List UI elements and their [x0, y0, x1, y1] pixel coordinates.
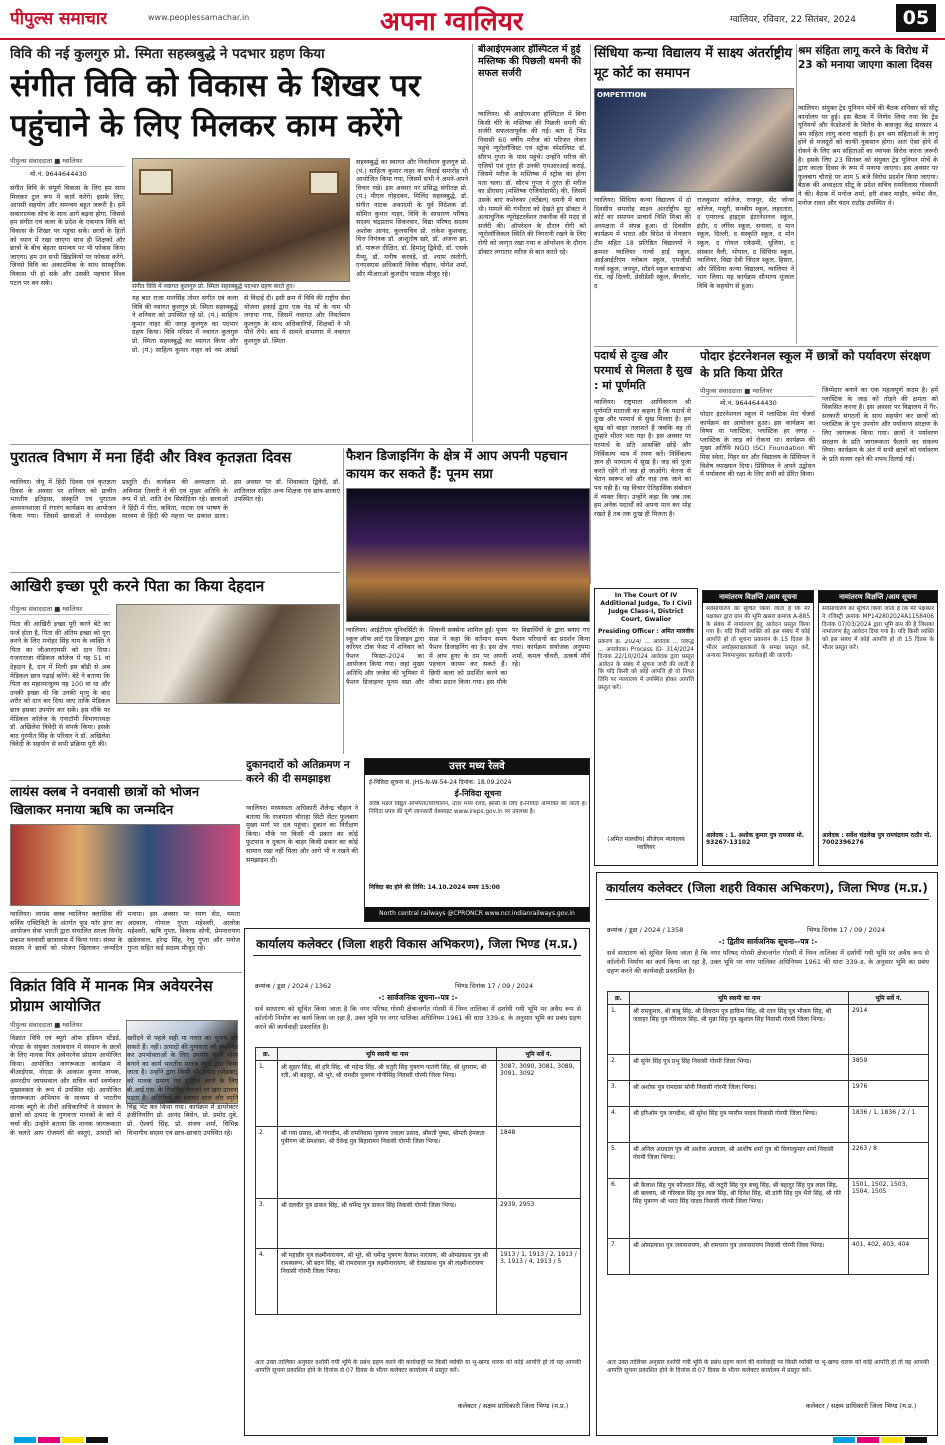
- registration-mark-yellow: [881, 1437, 903, 1443]
- hindi-diwas-headline: पुरातत्व विभाग में मना हिंदी और विश्व कृतज्ञता दिवस: [10, 450, 292, 466]
- notice-a-col-sn: क्र.: [256, 1048, 278, 1061]
- notice-a-date: भिण्ड दिनांक 17 / 09 / 2024: [455, 982, 534, 990]
- shram-story: [798, 44, 938, 344]
- notice-a-cell: श्री गया प्रसाद, श्री गंगादीन, श्री रामनिवास पुत्रगण ज्वाला प्रसाद, श्रीमती पुष्पा, श्रीमती हेमलता पुत्रीगण श्री प्रेमशंकर, श्री देवेन्द्र पुत्र बिहारामन निवासी गोरमी जिला भिण्ड।: [278, 1127, 497, 1199]
- notice-b-table-wrap: [607, 991, 929, 1355]
- court-title: In The Court Of IV Additional Judge, To I Civil Judge Class-I, District Court, Gwalior: [600, 592, 692, 623]
- notice-a-col-survey: भूमि सर्वे नं.: [497, 1048, 581, 1061]
- vikrant-story: [10, 976, 238, 1436]
- fashion-photo: [346, 488, 590, 622]
- notice-b-cell: 3.: [608, 1081, 630, 1107]
- masthead: [0, 0, 945, 40]
- hospital-headline: बीआईएमआर हॉस्पिटल में हुई मस्तिष्क की पिछली धमनी की सफल सर्जरी: [478, 44, 582, 79]
- notice-b-cell: 1.: [608, 1005, 630, 1055]
- notice-a-sign: कलेक्टर / सक्षम प्राधिकारी जिला भिण्ड (म.प्र.): [457, 1402, 569, 1410]
- lions-photo: [10, 824, 240, 906]
- column-divider: [472, 44, 473, 442]
- name-change-header-1: नामांतरण विज्ञप्ति /आम सूचना: [703, 591, 813, 603]
- table-row: [256, 1249, 581, 1315]
- purnmati-body: ग्वालियर। राष्ट्रमाता आर्यिकारत्न श्री पूर्णमति माताजी का कहना है कि पदार्थ से दुःख और परमार्थ से सुख मिलता है। हम सुख को बाहर तलाशते हैं जबकि वह तो तुम्हारे भीतर भरा पड़ा है। इस अवसर पर परमार्थ के प्रति आसक्ति छोड़ें और निर्विकल्प भाव में रमण करें। निर्विकल्प ज्ञान ही परमात्म में सुख है। जड़ को पूजा करते रहेंगे तो जड़ हो जाओगे। चेतना से चेतन स्वरूप को और नाहं तक जाने का पथ यही है। यह विचार ऐतिहासिक संबोधन में व्यक्त किए। उन्होंने कहा कि जब तक हम अनेक पदार्थों को अपना मान कर मोह रखते हैं तब तक दुःख ही मिलता है।: [594, 398, 691, 518]
- notice-a-subtitle: -: सार्वजनिक सूचना--पत्र :-: [378, 993, 458, 1002]
- registration-mark-cyan: [14, 1437, 36, 1443]
- notice-b-date: भिण्ड दिनांक 17 / 09 / 2024: [807, 926, 886, 934]
- notice-a-table: [255, 1047, 581, 1315]
- photo-frame-right: [309, 171, 339, 195]
- fashion-body: ग्वालियर। आईटीएम यूनिवर्सिटी के स्कूल ऑफ आर्ट एंड डिजाइन द्वारा करियर टॉक फेस्ट में शनिवार को फैशन फिस्टा-2024 का आयोजन किया गया। जहां मुख्य अतिथि और जजेस की भूमिका में फैशन डिजाइनर पूनम सप्रा और शिवानी सक्सेना शामिल हुईं। पूनम सप्रा ने कहा कि वर्तमान समय फैशन डिजाइनिंग का है। इस क्षेत्र में आप हुनर के दम पर अपनी पहचान कायम कर सकते हैं। छिपी कला को प्रदर्शित करने का मौका प्रदान किया गया। इस मौके पर विद्यार्थियों के द्वारा बनाए गए फैशन परिधानों का प्रदर्शन किया गया। कार्यक्रम संयोजक अनुपमा शर्मा, कमल चौधरी, उत्कर्ष मौर्य रहे।: [346, 626, 590, 686]
- hospital-story: [478, 44, 586, 442]
- hindi-diwas-story: [10, 448, 340, 568]
- brand-logo: पीपुल्स समाचार: [10, 9, 108, 29]
- hindi-diwas-body: ग्वालियर। जेयू में हिंदी दिवस एवं कृतज्ञता दिवस के अवसर पर शनिवार को प्राचीन भारतीय इतिहास, संस्कृति एवं पुरातत्व अध्ययनशाला में रंगारंग कार्यक्रम का आयोजन किया गया। जिसमें छात्राओं ने मनमोहक प्रस्तुति दी। कार्यक्रम की अध्यक्षता प्रो. अविनाश तिवारी ने की एवं मुख्य अतिथि के रूप में प्रो. शांति देव सिसोदिया रहे। छात्राओं ने हिंदी में गीत, कविता, नाटक एवं भाषण के माध्यम से हिंदी की महत्ता पर प्रकाश डाला। इस अवसर पर डॉ. शिवाकांत द्विवेदी, डॉ. शांतिलाल सहित अन्य शिक्षक एवं छात्र-छात्राएं उपस्थित रहे।: [10, 478, 340, 521]
- lead-body-col2: यह बात राजा मानसिंह तोमर संगीत एवं कला विवि की नवागत कुलगुरु प्रो. स्मिता सहस्त्रबुद्धे ने शनिवार को उपस्थित रहे प्रो. (पं.) साहित्य कुमार नाहर की जगह कुलगुरु का पदभार ग्रहण किया। विवि परिसर में नवागत कुलगुरु प्रो. स्मिता सहस्त्रबुद्धे का स्वागत किया और प्रो. (पं.) साहित्य कुमार नाहर को नम आंखों से विदाई दी। इसी क्रम में विवि की राष्ट्रीय सेवा योजना इकाई द्वारा एक पेड़ माँ के नाम भी लगाया गया, जिसमें नवागत और निवर्तमान कुलगुरु के साथ अधिकारियों, शिक्षकों ने भी पौधे रोपे। बाद में सामने सभागार में नवागत कुलगुरु प्रो. स्मिता: [132, 294, 350, 354]
- table-row: [608, 1143, 929, 1179]
- notice-b-intro: सर्व साधारण को सूचित किया जाता है कि नगर परिषद गोरमी क्षेत्रान्तर्गत गोरमी में निम्न तालिका में दर्शायी गयी भूमि पर अवैध रूप से कॉलोनी निर्माण का कार्य किया जा रहा है, उक्त भूमि पर नगर पालिका अधिनियम 1961 की धारा 339-ड. के अनुसार भूमि का प्रबंध ग्रहण करने की कार्यवाही प्रस्तावित है।: [607, 949, 929, 975]
- collector-notice-a: [244, 928, 590, 1436]
- column-divider: [590, 44, 591, 584]
- notice-b-cell: 5.: [608, 1143, 630, 1179]
- railway-tender-no: ई-निविदा सूचना सं. JHS-N-W-54-24 दिनांक: 18.09.2024: [369, 779, 512, 786]
- name-change-sign-2: आवेदक : सर्वेश चंद्रलेख पुत्र रामचंद्रराम राठौर मो. 7002396276: [822, 832, 932, 846]
- table-row: [608, 1081, 929, 1107]
- scindia-headline: सिंधिया कन्या विद्यालय में साक्ष्य अंतर्राष्ट्रीय मूट कोर्ट का समापन: [594, 46, 793, 81]
- lead-body-col3: सहस्त्रबुद्धे का स्वागत और निवर्तमान कुलगुरु प्रो. (पं.) साहित्य कुमार नाहर का विदाई समारोह भी आयोजित किया गया, जिसमें सभी ने अपने-अपने विचार रखे। इस अवसर पर प्रसिद्ध संगीतज्ञ प्रो. (पं.) पीएल गोहदकर, मिलिंद सहस्त्रबुद्धे, डॉ. संगीत नाटक अकादमी के पूर्व निदेशक डॉ. सोमित कुमार नाहर, विवि के साधारण परिषद सदस्य चंद्रप्रताप सिकरवार, विद्या परिषद सदस्य अशोक आनंद, कुलसचिव प्रो. राकेश कुशवाह, वित्त नियंत्रक डॉ. आशुतोष खरे, डॉ. अंजना झा, डॉ. पारूल दीक्षित, डॉ. हिमांशु द्विवेदी, डॉ. एसके मैथ्यू, डॉ. मनीष करवड़े, डॉ. श्याम रस्तोगी, एनएसएस अधिकारी विवेक चौहान, योगेश शर्मा, और मीआरओ कुलदीप पाठक मौजूद रहे।: [356, 158, 468, 278]
- shram-headline: श्रम संहिता लागू करने के विरोध में 23 को मनाया जाएगा काला दिवस: [798, 45, 933, 71]
- notice-b-cell: 2.: [608, 1055, 630, 1081]
- notice-b-cell: श्री कैलाश सिंह पुत्र फौजदार सिंह, श्री लटूरी सिंह पुत्र बच्चू सिंह, श्री बहादुर सिंह पुत्र लाल सिंह, श्री बल्लाम, श्री गोरेलाल सिंह पुत्र लाल सिंह, श्री दिनेश सिंह, श्री डांगी सिंह पुत्र भैरो सिंह, श्री गोरे सिंह पुत्रगण श्री भरत सिंह यादव निवासी गोरमी जिला भिण्ड।: [630, 1179, 849, 1239]
- column-divider: [796, 44, 797, 344]
- notice-b-cell: 1976: [849, 1081, 929, 1107]
- notice-b-cell: श्री अशोक पुत्र रामदास सोनी निवासी गोरमी जिला भिण्ड।: [630, 1081, 849, 1107]
- name-change-header-2: नामांतरण विज्ञप्ति /आम सूचना: [819, 591, 937, 603]
- notice-b-ref: क्रमांक / डूडा / 2024 / 1358: [607, 926, 684, 934]
- court-notice: [594, 588, 698, 866]
- section-title: अपना ग्वालियर: [380, 7, 524, 37]
- notice-b-sign: कलेक्टर / सक्षम प्राधिकारी जिला भिण्ड (म.प्र.): [805, 1402, 917, 1410]
- notice-a-title: कार्यालय कलेक्टर (जिला शहरी विकास अभिकरण), जिला भिण्ड (म.प्र.): [253, 935, 581, 956]
- table-row: [256, 1127, 581, 1199]
- notice-b-cell: श्री ओमप्रकाश पुत्र जयनारायण, श्री रामचरन पुत्र जयनारायण निवासी गोरमी जिला भिण्ड।: [630, 1239, 849, 1275]
- notice-b-title: कार्यालय कलेक्टर (जिला शहरी विकास अभिकरण), जिला भिण्ड (म.प्र.): [605, 879, 929, 900]
- hospital-body: ग्वालियर। श्री आईएमआर हॉस्पिटल में बिना किसी चीरे के मस्तिष्क की पिछली धमनी की सर्जरी सफलतापूर्वक की गई। बता दें भिंड निवासी 60 वर्षीय मरीज को परिजन लेकर पहुंचे न्यूरोलॉजिस्ट एवं स्ट्रोक स्पेशलिस्ट डॉ. सौरभ गुप्ता के पास पहुंचे। उन्होंने मरीज की एंजियो एवं तुरंत ही उनकी एमआरआई कराई, जिसमें मरीज के मस्तिष्क में स्ट्रोक का होना पता चला। डॉ. सौरभ गुप्ता ने तुरंत ही मरीज का डीएसए (मस्तिष्क एंजियोग्राफी) की, जिसमें उसके बाएं कशेरुका (वर्टेब्रल) धमनी में बाधा थी। मामले की गंभीरता को देखते हुए डॉक्टर ने अत्याधुनिक न्यूरोइंटरवेंशन तकनीक की मदद से सर्जरी की। ऑपरेशन के दौरान रोगी को न्यूरोलॉजिकल स्थिति की निगरानी रखने के लिए रोगी को जागृत रखा गया व ऑपरेशन के दौरान डॉक्टर लगातार मरीज से बात करते रहे।: [478, 110, 586, 256]
- fashion-story: [346, 448, 590, 754]
- notice-b-col-sn: क्र.: [608, 992, 630, 1005]
- lead-photo-caption: संगीत विवि में नवागत कुलगुरु प्रो. स्मिता सहस्त्रबुद्धे पदभार ग्रहण करते हुए।: [132, 282, 350, 291]
- notice-a-cell: 3.: [256, 1199, 278, 1249]
- lions-headline: लायंस क्लब ने वनवासी छात्रों को भोजन खिलाकर मनाया ऋषि का जन्मदिन: [10, 785, 200, 818]
- notice-b-cell: श्री रामकुमार, श्री बाबू सिंह, श्री शिवराम पुत्र हाकिम सिंह, श्री रतन सिंह पुत्र भीकम सिंह, श्री जवाहर सिंह पुत्र गौरेलाल सिंह, श्री मुन्ना सिंह पुत्र खुशाल सिंह निवासी गोरमी जिला भिण्ड।: [630, 1005, 849, 1055]
- notice-b-col-survey: भूमि सर्वे नं.: [849, 992, 929, 1005]
- notice-b-cell: 4.: [608, 1107, 630, 1143]
- notice-a-cell: 2.: [256, 1127, 278, 1199]
- vikrant-byline: पीपुल्स संवाददाता ■ ग्वालियर: [10, 1020, 120, 1031]
- scindia-story: [594, 44, 794, 344]
- table-row: [608, 1005, 929, 1055]
- table-row: [608, 1107, 929, 1143]
- notice-a-cell: 1.: [256, 1061, 278, 1127]
- row-divider: [594, 346, 938, 347]
- lions-story: [10, 784, 240, 970]
- notice-b-cell: 3859: [849, 1055, 929, 1081]
- table-row: [256, 1199, 581, 1249]
- registration-mark-yellow: [62, 1437, 84, 1443]
- registration-mark-black: [905, 1437, 927, 1443]
- lead-byline: पीपुल्स संवाददाता ■ ग्वालियर: [10, 156, 125, 167]
- notice-b-cell: 6.: [608, 1179, 630, 1239]
- podar-mobile: मो.नं. 9644644430: [720, 399, 777, 407]
- dehdaan-story: [10, 576, 340, 778]
- notice-b-table: [607, 991, 929, 1275]
- table-row: [608, 1055, 929, 1081]
- dateline: ग्वालियर, रविवार, 22 सितंबर, 2024: [730, 15, 856, 25]
- name-change-body-1: सर्वसाधारण को सूचित किया जाता है कि मेरे पक्षकार द्वारा ग्राम की भूमि खसरा क्रमांक A-885 के संबंध में नामांतरण हेतु आवेदन प्रस्तुत किया गया है। यदि किसी व्यक्ति को इस संबंध में कोई आपत्ति हो तो सूचना प्रकाशन के 15 दिवस के भीतर अधोहस्ताक्षरकर्ता के समक्ष प्रस्तुत करें, अन्यथा नियमानुसार कार्यवाही की जाएगी।: [706, 606, 810, 659]
- podar-body-col1: पोदार इंटरनेशनल स्कूल में प्लास्टिक मेरा चेंजर्स कार्यक्रम का आयोजन हुआ। इस कार्यक्रम का विषय था प्लास्टिक, प्लास्टिक हर जगह - प्लास्टिक के जाड़ को रोकना था। कार्यक्रम की मुख्य अतिथि NGO ISCI Foundation की मिस स्वेता, मिहर सर और विद्यालय के प्रिंसिपल ने विशेष व्याख्यान दिया। प्रिंसिपल ने अपने उद्बोधन में पर्यावरण की रक्षा के लिए सभी को प्रेरित किया।: [700, 410, 815, 479]
- notice-a-cell: श्री दलवीर पुत्र डाकन सिंह, श्री धर्मेन्द्र पुत्र डाकन सिंह निवासी गोरमी जिला भिण्ड।: [278, 1199, 497, 1249]
- notice-b-cell: श्री सुनेर सिंह पुत्र प्रभु सिंह निवासी गोरमी जिला भिण्ड।: [630, 1055, 849, 1081]
- notice-a-table-wrap: [255, 1047, 581, 1355]
- notice-a-cell: श्री सुहार सिंह, श्री हरि सिंह, श्री महेन्द्र सिंह, श्री चतुरी सिंह पुत्रगण पातंगी सिंह, श्री धुराराम, श्री रती, श्री बहादुर, श्री भूरे, श्री रामवीर पुत्रगण गोपीसिंह निवासी गोरमी जिला भिण्ड।: [278, 1061, 497, 1127]
- notice-b-cell: श्री हरिओम पुत्र जगदीश, श्री सुरेश सिंह पुत्र प्यारीन यादव निवासी गोरमी जिला भिण्ड।: [630, 1107, 849, 1143]
- vikrant-headline: विक्रांत विवि में मानक मित्र अवेयरनेस प्रोग्राम आयोजित: [10, 977, 213, 1015]
- notice-a-cell: 2939, 2953: [497, 1199, 581, 1249]
- notice-a-cell: 1848: [497, 1127, 581, 1199]
- purnmati-headline: पदार्थ से दुःख और परमार्थ से मिलता है सुख : मां पूर्णमति: [594, 349, 693, 392]
- scindia-body-col2: राजकुमार कॉलेज, राजपुर, सेंट जोन्स कॉलेज, मसूरी, सनबीम स्कूल, लहरतारा, द एमराल्ड हाइट्स इंटरनेशनल स्कूल, इंदौर, द लॉरेंस स्कूल, सनावर, द मान स्कूल, दिल्ली, द संस्कृति स्कूल, द मोन स्कूल, द गोयल एकेडमी, धूलिया, द संस्कार वैली, भोपाल, द सिंधिया स्कूल, ग्वालियर, विद्या देवी जिंदल स्कूल, हिसार, और सिंधिया कन्या विद्यालय, ग्वालियर ने भाग लिया। यह कार्यक्रम सौभाग्य मूंजाल विवि के सहयोग से हुआ।: [697, 196, 794, 290]
- name-change-sign-1: आवेदक : 1. अशोक कुमार पुत्र रामजस मो. 93267-13102: [706, 832, 805, 846]
- photo-frame-left: [139, 169, 173, 195]
- registration-mark-magenta: [857, 1437, 879, 1443]
- railway-body: वरिष्ठ मंडल विद्युत अभियंता/परिचालन, उत्तर मध्य रेलवे, झांसी के लिए ई-निविदा आमंत्रित की जाती है। निविदा प्रपत्र की पूर्ण जानकारी वेबसाइट www.ireps.gov.in पर उपलब्ध है।: [369, 801, 587, 815]
- page-number: 05: [896, 4, 936, 32]
- registration-mark-black: [86, 1437, 108, 1443]
- dehdaan-photo: [116, 604, 340, 704]
- lead-mobile: मो.नं. 9644644430: [30, 170, 87, 178]
- shops-headline: दुकानदारों को अतिक्रमण न करने की दी समझाइश: [246, 759, 350, 785]
- notice-a-intro: सर्व साधारण को सूचित किया जाता है कि नगर परिषद गोरमी क्षेत्रान्तर्गत गोरमी में निम्न तालिका में दर्शायी गयी भूमि पर अवैध रूप से कॉलोनी निर्माण का कार्य किया जा रहा है, उक्त भूमि पर नगर पालिका अधिनियम 1961 की धारा 339-ड. के अनुसार भूमि का प्रबंध ग्रहण करने की कार्यवाही प्रस्तावित है।: [255, 1005, 581, 1031]
- notice-b-cell: 401, 402, 403, 404: [849, 1239, 929, 1275]
- collector-notice-b: [596, 872, 938, 1436]
- podar-story: [700, 348, 938, 586]
- court-officer: Presiding Officer : अमित मालवीय: [598, 628, 694, 635]
- dehdaan-byline: पीपुल्स संवाददाता ■ ग्वालियर: [10, 604, 110, 615]
- row-divider: [10, 444, 590, 445]
- podar-byline: पीपुल्स संवाददाता ■ ग्वालियर: [700, 386, 815, 397]
- shops-body: ग्वालियर। मध्यस्थता अधिकारी शैलेन्द्र चौहान ने बताया कि राजमाता चौराहा सिटी सेंटर फूलबाग मुख्य मार्ग पर दल पहुंचा। दुकान का निरीक्षण किया। मौके पर किसी भी प्रकार का कोई फुटपाथ व दुकान के बाहर किसी प्रकार का कोई सामान रखा नहीं मिला और आगे भी न रखने की समझाइश दी।: [246, 804, 358, 864]
- notice-b-subtitle: -: द्वितीय सार्वजनिक सूचना--पत्र :-: [718, 937, 818, 946]
- notice-a-cell: श्री महावीर पुत्र लक्ष्मीनारायण, श्री भूरे, श्री धर्मेन्द्र पुत्रगण कैलाश नारायण, श्री ओमप्रकाश पुत्र श्री रामस्वरूप, श्री बदन सिंह, श्री रामदयाल पुत्र लक्ष्मीनारायण, श्री देवप्रकाश पुत्र श्री लक्ष्मीनारायण निवासी गोरमी जिला भिण्ड।: [278, 1249, 497, 1315]
- row-divider: [10, 972, 242, 973]
- table-row: [608, 1239, 929, 1275]
- railway-tender: [364, 758, 590, 922]
- name-change-notice-2: [818, 590, 938, 866]
- lead-body-col1: संगीत विवि के संपूर्ण विकास के लिए हम साथ मिलकर टुल रूप में कार्य करेंगे। इसके लिए, आपसी सहयोग और समन्वय बहुत जरूरी है। हमें सकारात्मक सोच के साथ आगे बढ़ना होगा, जिससे हम संगीत एवं कला के प्रदेश के एकमात्र विवि को विकास के शिखर पर पहुंचा सकें। छात्रों के हितों को ध्यान में रखा जाएगा साथ ही शिक्षकों और छात्रों के बीच बेहतर समन्वय पर भी फोकस किया जाएगा। हम उन सभी खिड़कियों पर फोकस करेंगे, जिनसे विवि का अकादमिक के साथ सांस्कृतिक विकास भी हो सके और उसकी पहचान विश्व पटल पर बन सके।: [10, 184, 125, 287]
- notice-b-cell: 2914: [849, 1005, 929, 1055]
- registration-mark-cyan: [833, 1437, 855, 1443]
- dehdaan-body: पिता की आखिरी इच्छा पूरी करने बेटे का फर्ज होता है, पिता की अंतिम इच्छा को पूरा करने के लिए मनोहर सिंह नाम के व्यक्ति ने पिता का जीआरएमसी को दान दिया। गजराराजा मेडिकल कॉलेज में यह 51 वां देहदान है, दान में मिली इस बॉडी से अब मेडिकल छात्र पढ़ाई करेंगे। बेटे ने बताया कि पिता का महात्माजुल्म यह 100 वां था और उनकी इच्छा थी कि उनकी मृत्यु के बाद शरीर को दान कर दिया जाए ताकि मेडिकल छात्र इसका उपयोग कर सकें। इस मौके पर मेडिकल कॉलेज के एनाटॉमी विभागाध्यक्ष डॉ. अखिलेश त्रिवेदी से संपर्क किया। इसके बाद गुरमीत सिंह के परिवार ने डॉ. अखिलेश त्रिवेदी के सहयोग से सभी प्रक्रिया पूरी की।: [10, 620, 110, 749]
- name-change-body-2: सर्वसाधारण को सूचित किया जाता है कि मेरे पक्षकार ने रजिस्ट्री क्रमांक MP142802024A1158406 दिनांक 07/03/2024 द्वारा भूमि क्रय की है जिसका नामांतरण हेतु आवेदन दिया गया है। यदि किसी व्यक्ति को इस संबंध में कोई आपत्ति हो तो 15 दिवस के भीतर प्रस्तुत करें।: [822, 606, 934, 651]
- notice-b-footer: अतः उक्त तालिका अनुसार दर्शायी गयी भूमि के प्रबंध ग्रहण करने की कार्यवाही पर किसी व्यक्ति या भू-खण्ड धारक को कोई आपत्ति हो तो यह आपकी आपत्ति सूचना प्रकाशित होने के दिनांक से 07 दिवस के भीतर कलेक्टर कार्यालय में प्रस्तुत करें।: [607, 1359, 929, 1374]
- fashion-headline: फैशन डिजाइनिंग के क्षेत्र में आप अपनी पहचान कायम कर सकते हैं: पूनम सप्रा: [346, 449, 568, 482]
- row-divider: [10, 572, 340, 573]
- podar-headline: पोदार इंटरनेशनल स्कूल में छात्रों को पर्यावरण संरक्षण के प्रति किया प्रेरित: [700, 349, 931, 380]
- scindia-banner-text: OMPETITION: [597, 91, 647, 99]
- railway-header: उत्तर मध्य रेलवे: [365, 759, 589, 775]
- table-row: [608, 1179, 929, 1239]
- name-change-notice-1: [702, 590, 814, 866]
- notice-a-ref: क्रमांक / डूडा / 2024 / 1362: [255, 982, 332, 990]
- vikrant-body: विक्रांत विवि एवं ब्यूरो ऑफ इंडियन स्टैंडर्ड, नोएडा के संयुक्त तत्वावधान में संस्थान के छात्रों के लिए मानक मित्र अवेयरनेस प्रोग्राम आयोजित किया। आयोजित जागरूकता कार्यक्रम में बीआईएस, नोएडा के आकाश कुमार नायक, अमरदीप जायसवाल और सचिन वर्मा स्वर्णकार मुख्यवक्ता के रूप में उपस्थित रहे। आयोजित जागरूकता अभियान के माध्यम से भारतीय मानक ब्यूरो के तीनों अधिकारियों ने संस्थान के छात्रों को उत्पाद के गुणवत्ता मानकों के बारे में चर्चा की। उन्होंने बताया कि मानक जागरूकता के चलते आप रोजमर्रा की वस्तुएं, उत्पादों को खरीदने से पहले सही या गलत का चुनाव कर सकते हैं। नहीं। उत्पादों की गुणवत्ता को प्रमाणित कर उपभोक्ताओं के लिए उपयोग करने योग्य बनाने का कार्य भारतीय मानक ब्यूरो द्वारा किया जाता है। उन्होंने द्वारा किसी भी उत्पाद (प्रोडक्ट) को मानक प्रमाण पत्र हासिल करने के लिए बी.आई.एस. के निर्धारित मानकों पर खरा उतरना पड़ता है। अतिथियों का स्वागत शाल और स्मृति चिह्न भेंट कर किया गया। कार्यक्रम में डायरेक्टर इंजीनियरिंग प्रो. आनंद बिसेन, प्रो. प्रमोद दुबे, प्रो. ऐश्वर्य सिंह, प्रो. संजय शर्मा, विभिन्न विभागीय सदस्य एवं छात्र-छात्राएं उपस्थित रहे।: [10, 1034, 238, 1137]
- dehdaan-headline: आखिरी इच्छा पूरी करने पिता का किया देहदान: [10, 577, 265, 595]
- notice-b-cell: श्री अनिल अग्रवाल पुत्र श्री अशोक अग्रवाल, श्री आशीष शर्मा पुत्र श्री विनयकुमार शर्मा निवासी गोरमी जिला भिण्ड।: [630, 1143, 849, 1179]
- registration-mark-magenta: [38, 1437, 60, 1443]
- notice-b-col-owner: भूमि स्वामी का नाम: [630, 992, 849, 1005]
- lions-body: ग्वालियर। लायंस क्लब ग्वालियर क्लासिक की सर्विस एक्टिविटी के अंतर्गत फूड फॉर हंगर का आयोजन सेवा भारती द्वारा संचालित सरला विनोद प्रकाश वनवासी छात्रावास में किया गया। संस्था के सदस्य ने छात्रों को भोजन खिलाकर जन्मदिन मनाया। इस अवसर पर रमण सेठ, ममता अग्रवाल, गोपाल गुप्ता महेश्वरी, आलोक महेश्वरी, ऋषि गुप्ता, विकास सोनी, प्रेमनारायण खंडेलवाल, हरेन्द्र सिंह, रेणु गुप्ता और मनोज गुप्ता सहित कई सदस्य मौजूद रहे।: [10, 910, 240, 953]
- lead-headline: संगीत विवि को विकास के शिखर पर पहुंचाने के लिए मिलकर काम करेंगे: [10, 68, 421, 144]
- column-divider: [343, 448, 344, 754]
- court-body: प्रकरण क्र. 2024/ ... आवेदक ... विरुद्ध ... अनावेदक। Process ID- 314/2024 दिनांक 22/10/2024 आवेदक द्वारा प्रस्तुत आवेदन के संबंध में सूचना जारी की जाती है कि यदि किसी को कोई आपत्ति हो तो नियत तिथि पर न्यायालय में उपस्थित होकर आपत्ति प्रस्तुत करें।: [598, 639, 694, 691]
- notice-a-cell: 4.: [256, 1249, 278, 1315]
- lead-kicker: विवि की नई कुलगुरु प्रो. स्मिता सहस्त्रबुद्धे ने पदभार ग्रहण किया: [10, 46, 325, 62]
- notice-a-cell: 1913 / 1, 1913 / 2, 1913 / 3, 1913 / 4, 1913 / 5: [497, 1249, 581, 1315]
- scindia-photo: [594, 88, 794, 192]
- podar-body-col2: जिम्मेदार बनाने का एक महत्वपूर्ण कदम है। हमें प्लास्टिक के जाड़ को तोड़ने की क्षमता को विकसित करना है। इस अवसर पर विद्यालय में गैर-सरकारी संगठनों के साथ सहयोग कर छात्रों को प्लास्टिक के पुनः उपयोग और पर्यावरण संरक्षण के लिए जागरूक किया गया। छात्रों ने पर्यावरण संरक्षण के प्रति जागरूकता फैलाने का संकल्प लिया। कार्यक्रम के अंत में सभी छात्रों को पर्यावरण के प्रति सजग रहने की शपथ दिलाई गई।: [822, 386, 938, 463]
- table-row: [256, 1061, 581, 1127]
- court-sign: (अमित मालवीय) सीजेएम न्यायालय ग्वालियर: [607, 836, 685, 851]
- notice-a-cell: 3087, 3090, 3081, 3089, 3091, 3092: [497, 1061, 581, 1127]
- notice-b-cell: 2263 / 8: [849, 1143, 929, 1179]
- notice-b-cell: 7.: [608, 1239, 630, 1275]
- railway-closing: निविदा बंद होने की तिथि: 14.10.2024 समय 15:00: [369, 884, 500, 891]
- lead-photo: [132, 158, 350, 282]
- website-link[interactable]: www.peoplessamachar.in: [148, 13, 250, 22]
- notice-a-col-owner: भूमि स्वामी का नाम: [278, 1048, 497, 1061]
- notice-b-cell: 1836 / 1, 1836 / 2 / 1: [849, 1107, 929, 1143]
- lead-story: [10, 44, 468, 442]
- railway-sub: ई-निविदा सूचना: [454, 789, 502, 798]
- notice-a-footer: अतः उक्त तालिका अनुसार दर्शायी गयी भूमि के प्रबंध ग्रहण करने की कार्यवाही पर किसी व्यक्ति या भू-खण्ड धारक को कोई आपत्ति हो तो यह आपकी आपत्ति सूचना प्रकाशित होने के दिनांक से 07 दिवस के भीतर कलेक्टर कार्यालय में प्रस्तुत करें।: [255, 1359, 581, 1374]
- scindia-body-col1: ग्वालियर। सिंधिया कन्या विद्यालय में दो दिवसीय समारोह साक्ष्य अंतर्राष्ट्रीय मूट कोर्ट का समापन प्राचार्य निशि मिश्रा की अध्यक्षता में संपन्न हुआ। दो दिवसीय कार्यक्रम में भारत और विदेश से मेनजान टीम सहित 18 प्रतिष्ठित विद्यालयों ने क्रमशः ग्वालियर गर्ल्स हाई स्कूल, आईआईटीएम ग्लोबल स्कूल, एमजीडी गर्ल्स स्कूल, जयपुर, मॉडर्न स्कूल बाराखंभा रोड, नई दिल्ली, प्रेसीडेंसी स्कूल, बैंगलोर, द: [594, 196, 691, 290]
- row-divider: [10, 780, 242, 781]
- shram-body: ग्वालियर। संयुक्त ट्रेड यूनियन मोर्चे की बैठक शनिवार को सीटू कार्यालय पर हुई। इस बैठक में निर्णय लिया गया कि ट्रेड यूनियनों और फेडरेशनों के विरोध के बावजूद केंद्र सरकार 4 श्रम संहिता लागू करना चाहती है। इन श्रम संहिताओं के लागू होने से मजदूरों को काफी नुकसान होगा। अतः ऐसा होने से रोकने के लिए श्रम संहिताओं का व्यापक विरोध करना जरूरी है। इसके लिए 23 सितंबर को संयुक्त ट्रेड यूनियन मोर्चे के द्वारा काला दिवस के रूप में मनाया जाएगा। इस अवसर पर फूलबाग चौराहे पर शाम 5 बजे विरोध प्रदर्शन किया जाएगा। बैठक की अध्यक्षता सीटू के प्रदेश सचिव रामविलास गोस्वामी ने की। बैठक में मनोज शर्मा, हरी शंकर माहौर, रूपेश जैन, मनोज रावत और चंदन राठौड़ उपस्थित थे।: [798, 104, 938, 207]
- railway-footer: North central railways @CPRONCR www.ncr.indianrailways.gov.in: [365, 907, 589, 921]
- notice-b-cell: 1501, 1502, 1503, 1504, 1505: [849, 1179, 929, 1239]
